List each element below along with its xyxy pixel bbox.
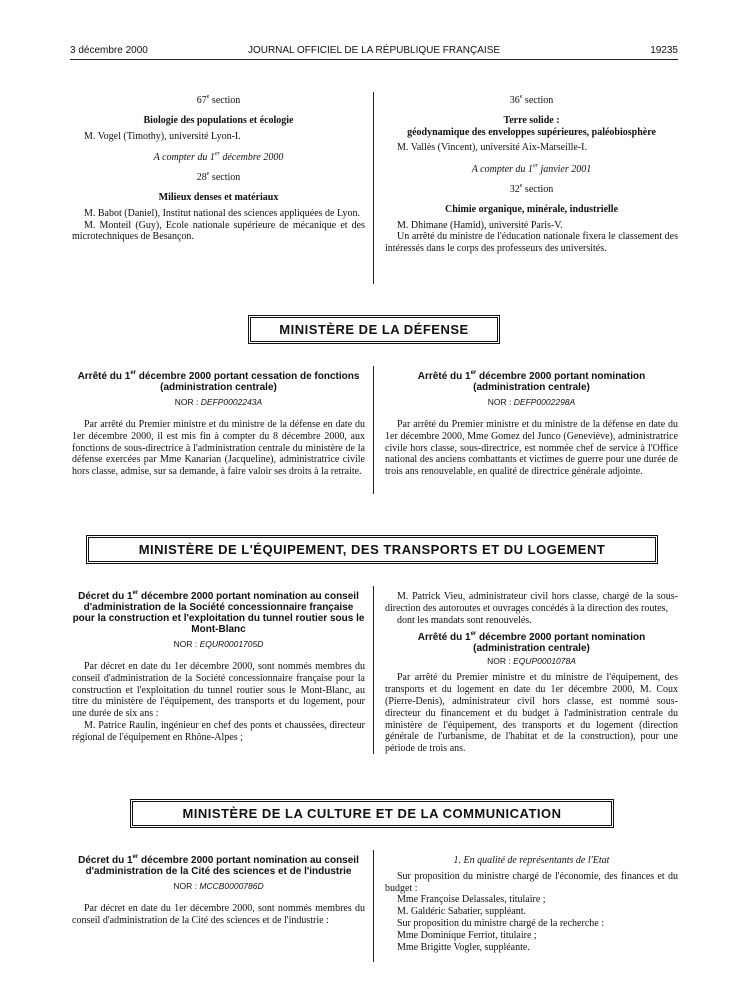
column-divider: [373, 92, 374, 284]
article-body: Par arrêté du Premier ministre et du ministre de l'équipement, des transports et du logement en date du 1er décembre 2000, M. Coux (Pierre-Denis), administrateur civil hors classe, est nommé sous-directeur du financement et du budget à l'administration centrale du ministère de l'équipement, des transports et du logement (direction générale de l'urbanisme, de l'habitat et de la construction), pour une période de trois ans.: [385, 672, 678, 755]
article-title: Arrêté du 1er décembre 2000 portant nomination (administration centrale): [417, 370, 646, 393]
paragraph: M. Vallès (Vincent), université Aix-Marseille-I.: [397, 142, 587, 154]
list-item: M. Galdéric Sabatier, suppléant.: [397, 906, 527, 918]
article-title: Arrêté du 1er décembre 2000 portant cessation de fonctions (administration centrale): [77, 370, 360, 393]
nor-reference: NOR : EQUP0001078A: [487, 656, 576, 667]
paragraph: M. Vogel (Timothy), université Lyon-I.: [84, 130, 241, 142]
column-divider: [373, 586, 374, 754]
list-item: Sur proposition du ministre chargé de l'économie, des finances et du budget :: [385, 870, 678, 894]
article-body: Par arrêté du Premier ministre et du ministre de la défense en date du 1er décembre 2000, il est mis fin à compter du 8 décembre 2000, aux fonctions de sous-directrice à l'administration centrale du ministère de la défense exercées par Mme Kanarian (Jacqueline), administratrice civile hors classe, admise, sur sa demande, à faire valoir ses droits à la retraite.: [72, 419, 365, 478]
paragraph: M. Dhimane (Hamid), université Paris-V.: [397, 219, 563, 231]
paragraph: M. Babot (Daniel), Institut national des sciences appliquées de Lyon.: [84, 207, 361, 219]
section-number: 32e section: [509, 182, 554, 195]
section-number: 36e section: [509, 94, 554, 106]
date-line: A compter du 1er décembre 2000: [153, 151, 284, 164]
section-title: Milieux denses et matériaux: [158, 191, 279, 203]
article-body: Par décret en date du 1er décembre 2000, sont nommés membres du conseil d'administration de la Cité des sciences et de l'industrie :: [72, 903, 365, 926]
top-left-column: [72, 95, 365, 243]
defense-right-article: [385, 371, 678, 478]
section-title: Terre solide :: [503, 114, 560, 126]
top-right-column: [385, 95, 678, 255]
header-rule: [70, 59, 678, 60]
section-title: Chimie organique, minérale, industrielle: [444, 203, 619, 215]
article-title: Décret du 1er décembre 2000 portant nomination au conseil d'administration de la Société concessionnaire française pour la construction et l'exploitation du tunnel routier sous le Mont-Blanc: [72, 590, 365, 635]
paragraph: M. Monteil (Guy), Ecole nationale supérieure de mécanique et des microtechniques de Besançon.: [72, 219, 365, 243]
section-subtitle: géodynamique des enveloppes supérieures, paléobiosphère: [407, 126, 656, 138]
nor-reference: NOR : DEFP0002298A: [487, 397, 576, 407]
section-number: 28e section: [196, 171, 241, 184]
nor-reference: NOR : EQUR0001705D: [173, 639, 264, 649]
list-item: Sur proposition du ministre chargé de la recherche :: [397, 917, 604, 929]
article-body: Par décret en date du 1er décembre 2000, sont nommés membres du conseil d'administration de la Société concessionnaire française pour la construction et l'exploitation du tunnel routier sous le Mont-Blanc, au titre du ministère de l'équipement, des transports et du logement, pour une durée de six ans :: [72, 661, 365, 720]
article-body: Par arrêté du Premier ministre et du ministre de la défense en date du 1er décembre 2000, Mme Gomez del Junco (Geneviève), administratrice civile hors classe, sous-directrice, est nommée chef de service à l'Office national des anciens combattants et victimes de guerre pour une durée de trois ans renouvelable, en qualité de directrice générale adjointe.: [385, 419, 678, 478]
section-number: 67e section: [196, 94, 241, 106]
defense-left-article: [72, 371, 365, 478]
column-divider: [373, 850, 374, 962]
nor-reference: NOR : DEFP0002243A: [174, 397, 263, 407]
list-item: Mme Brigitte Vogler, suppléante.: [397, 941, 530, 953]
equipement-left-article: [72, 591, 365, 744]
list-heading: 1. En qualité de représentants de l'Etat: [453, 855, 610, 866]
article-body: M. Patrice Raulin, ingénieur en chef des ponts et chaussées, directeur régional de l'équipement en Rhône-Alpes ;: [72, 720, 365, 743]
article-title: Arrêté du 1er décembre 2000 portant nomination (administration centrale): [417, 631, 646, 655]
nor-reference: NOR : MCCB0000786D: [173, 881, 264, 891]
ministry-banner-defense: MINISTÈRE DE LA DÉFENSE: [250, 317, 498, 342]
column-divider: [373, 366, 374, 494]
date-line: A compter du 1er janvier 2001: [471, 163, 592, 176]
culture-left-article: [72, 855, 365, 927]
article-body: M. Patrick Vieu, administrateur civil hors classe, chargé de la sous-direction des autoroutes et ouvrages concédés à la direction des routes,: [385, 591, 678, 614]
ministry-banner-equipement: MINISTÈRE DE L'ÉQUIPEMENT, DES TRANSPORTS ET DU LOGEMENT: [88, 537, 656, 562]
culture-right-article: [385, 855, 678, 953]
section-title: Biologie des populations et écologie: [143, 114, 294, 126]
page-number: 19235: [650, 45, 678, 56]
ministry-banner-culture: MINISTÈRE DE LA CULTURE ET DE LA COMMUNICATION: [132, 801, 612, 826]
list-item: Mme Françoise Delassales, titulaire ;: [397, 894, 546, 906]
header-date: 3 décembre 2000: [70, 45, 148, 56]
paragraph: Un arrêté du ministre de l'éducation nationale fixera le classement des intéressés dans le corps des professeurs des universités.: [385, 231, 678, 255]
list-item: Mme Dominique Ferriot, titulaire ;: [397, 929, 537, 941]
journal-title: JOURNAL OFFICIEL DE LA RÉPUBLIQUE FRANÇAISE: [247, 45, 501, 56]
article-title: Décret du 1er décembre 2000 portant nomination au conseil d'administration de la Cité des sciences et de l'industrie: [78, 854, 359, 877]
equipement-right-article: [385, 591, 678, 755]
article-body: dont les mandats sont renouvelés.: [397, 614, 532, 626]
